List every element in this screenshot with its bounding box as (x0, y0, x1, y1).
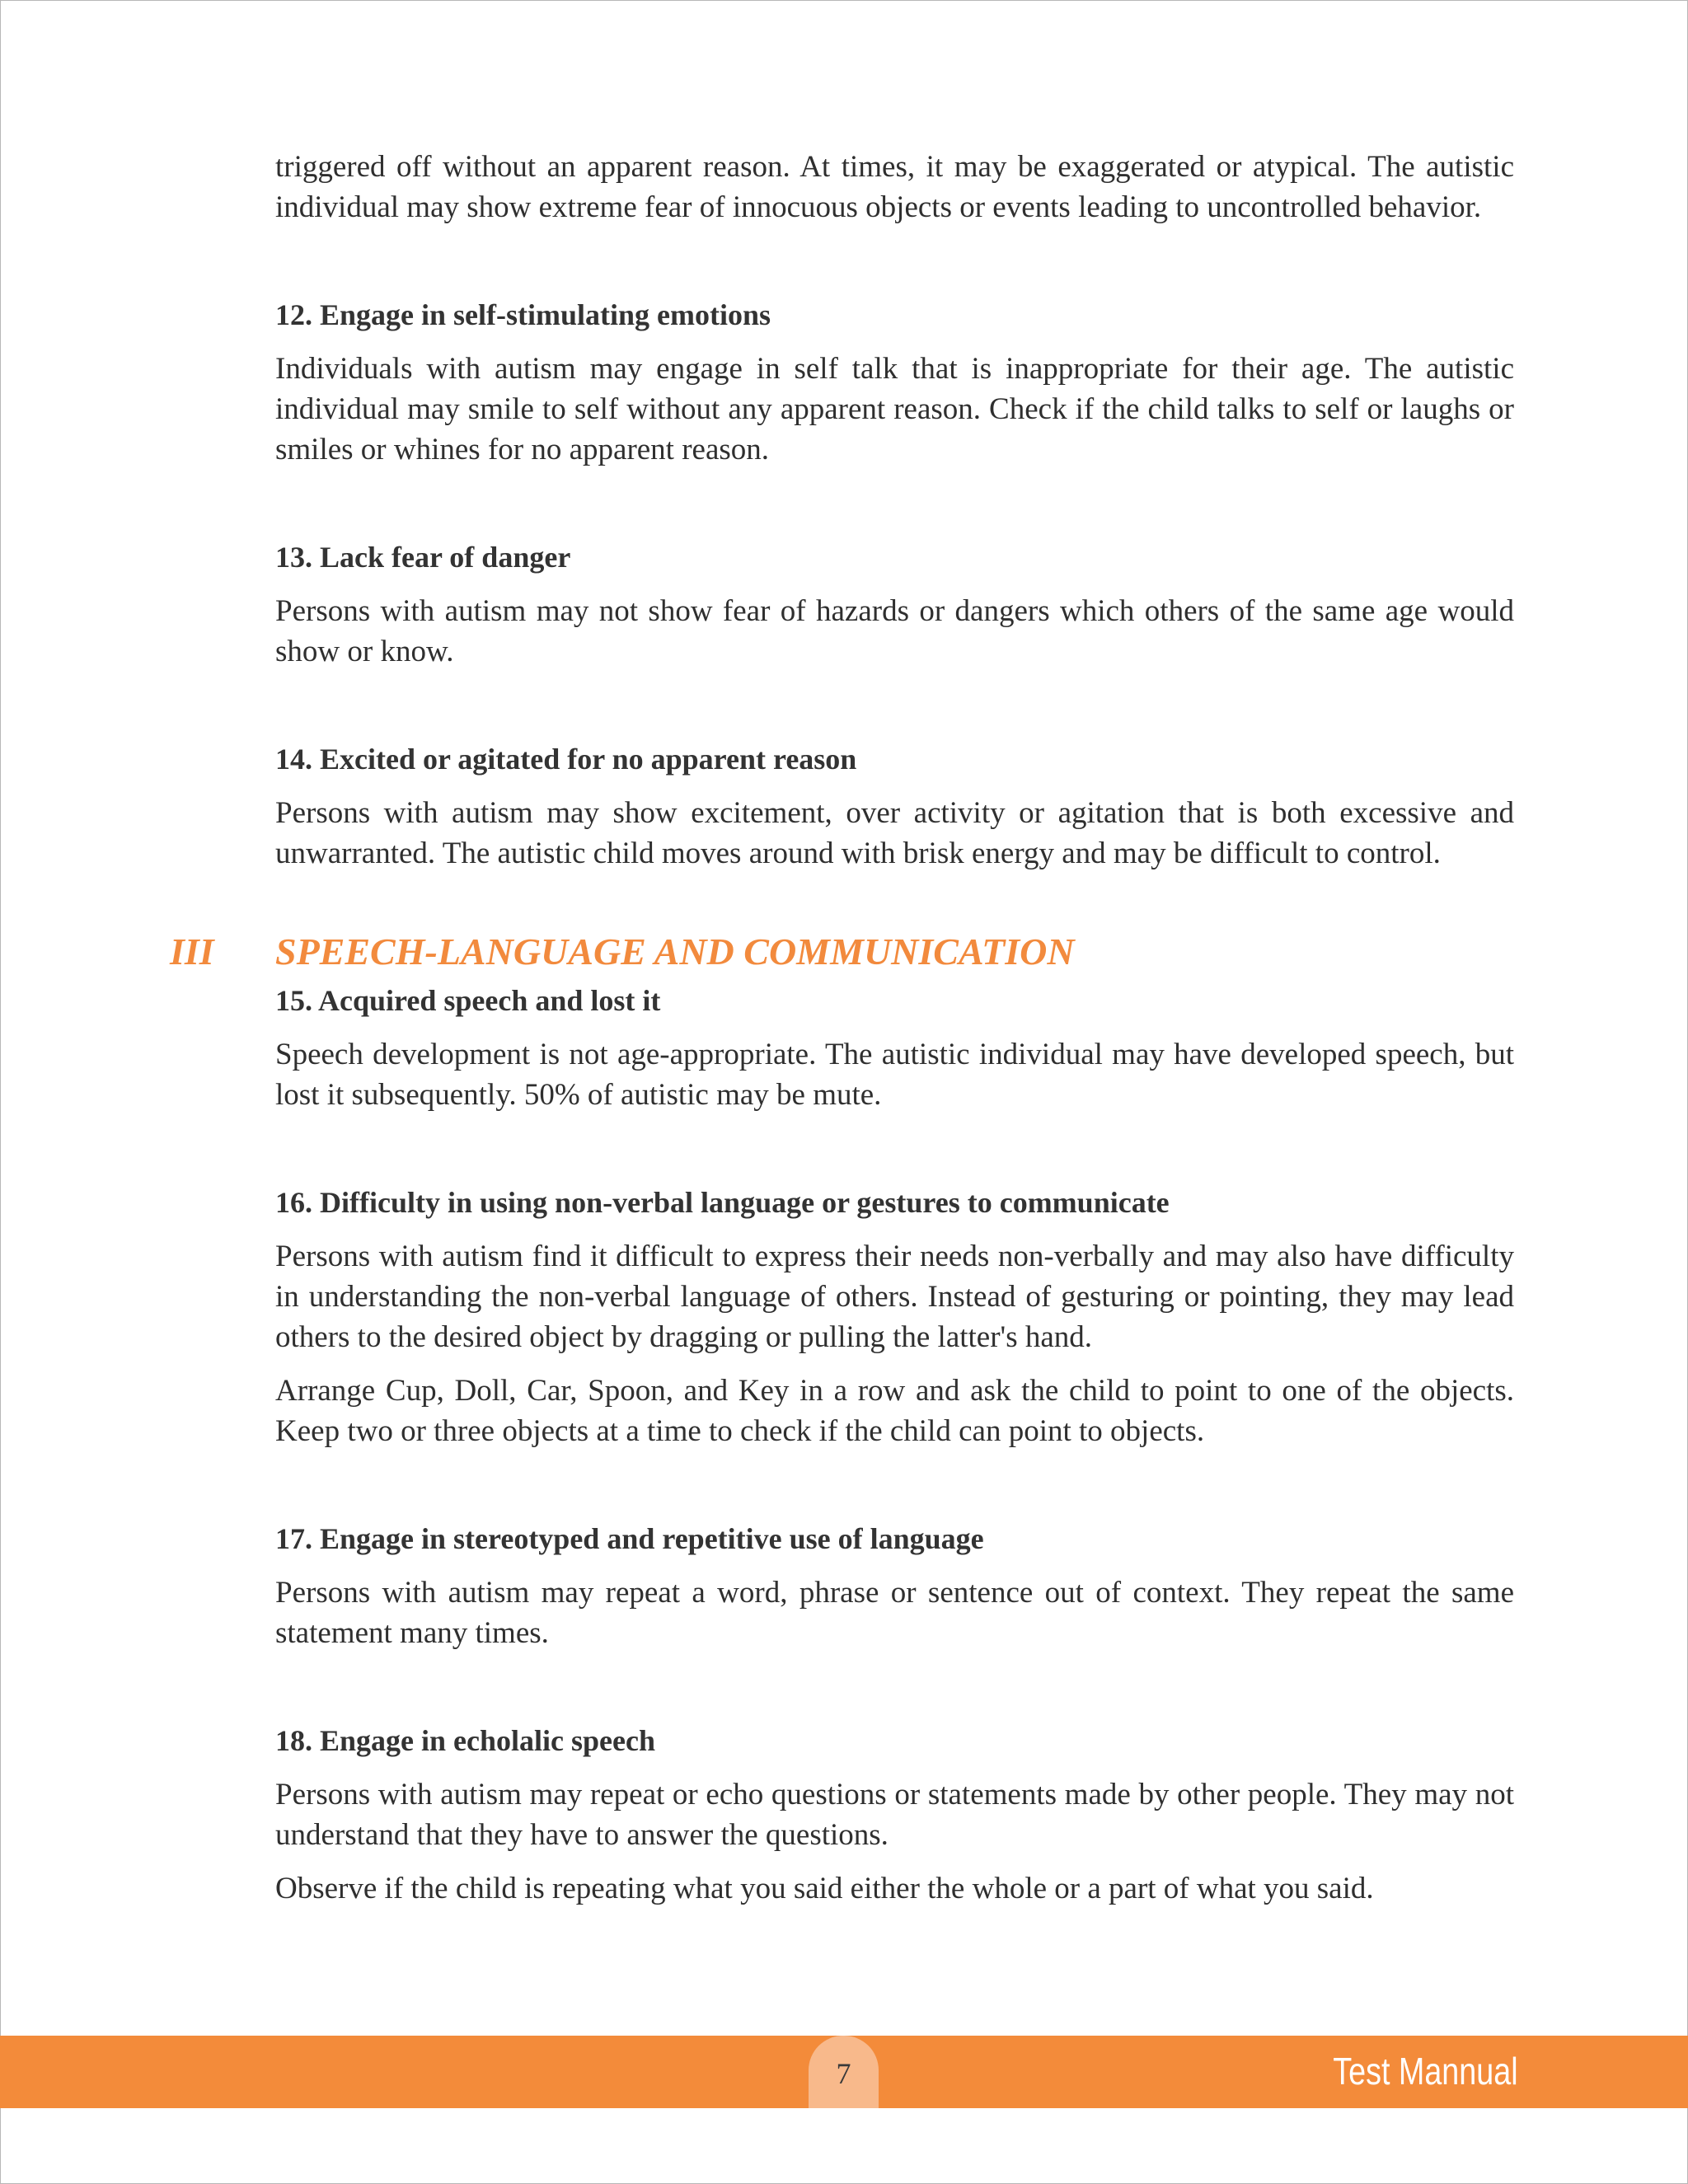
item-heading: 13. Lack fear of danger (275, 541, 571, 574)
item-13 (275, 537, 1514, 672)
item-paragraph: Speech development is not age-appropriate. The autistic individual may have developed speech, but lost it subsequently. 50% of autistic may be mute. (275, 1038, 1514, 1112)
item-paragraph: Observe if the child is repeating what you said either the whole or a part of what you said. (275, 1872, 1374, 1905)
item-heading: 14. Excited or agitated for no apparent reason (275, 743, 857, 776)
item-12 (275, 295, 1514, 470)
item-15 (275, 981, 1514, 1115)
item-heading: 16. Difficulty in using non-verbal language or gestures to communicate (275, 1186, 1170, 1219)
item-paragraph: Individuals with autism may engage in self talk that is inappropriate for their age. The autistic individual may smile to self without any apparent reason. Check if the child talks to self or laughs or smiles or whines for no apparent reason. (275, 352, 1514, 466)
item-heading: 12. Engage in self-stimulating emotions (275, 298, 771, 331)
intro-block (275, 147, 1514, 227)
manual-title: Test Mannual (1333, 2050, 1518, 2093)
intro-paragraph: triggered off without an apparent reason. At times, it may be exaggerated or atypical. The autistic individual may show extreme fear of innocuous objects or events leading to uncontrolled behavior. (275, 150, 1514, 224)
item-paragraph: Persons with autism may repeat or echo questions or statements made by other people. They may not understand that they have to answer the questions. (275, 1778, 1514, 1852)
item-16 (275, 1183, 1514, 1451)
item-17 (275, 1519, 1514, 1653)
page-content (170, 147, 1514, 1976)
item-paragraph: Arrange Cup, Doll, Car, Spoon, and Key in a row and ask the child to point to one of the objects. Keep two or three objects at a time to check if the child can point to objects. (275, 1374, 1514, 1448)
item-paragraph: Persons with autism may not show fear of hazards or dangers which others of the same age would show or know. (275, 594, 1514, 668)
page-number: 7 (836, 2057, 851, 2090)
section-header (170, 925, 1514, 979)
item-paragraph: Persons with autism may show excitement, over activity or agitation that is both excessive and unwarranted. The autistic child moves around with brisk energy and may be difficult to control. (275, 796, 1514, 870)
item-14 (275, 739, 1514, 874)
section-numeral: III (170, 930, 214, 972)
item-heading: 17. Engage in stereotyped and repetitive use of language (275, 1522, 984, 1555)
section-title: SPEECH-LANGUAGE AND COMMUNICATION (275, 930, 1075, 972)
item-heading: 18. Engage in echolalic speech (275, 1724, 655, 1757)
item-18 (275, 1721, 1514, 1909)
item-paragraph: Persons with autism may repeat a word, phrase or sentence out of context. They repeat the same statement many times. (275, 1576, 1514, 1650)
item-paragraph: Persons with autism find it difficult to express their needs non-verbally and may also have difficulty in understanding the non-verbal language of others. Instead of gesturing or pointing, they may lead others to the desired object by dragging or pulling the latter's hand. (275, 1240, 1514, 1354)
item-heading: 15. Acquired speech and lost it (275, 984, 661, 1017)
